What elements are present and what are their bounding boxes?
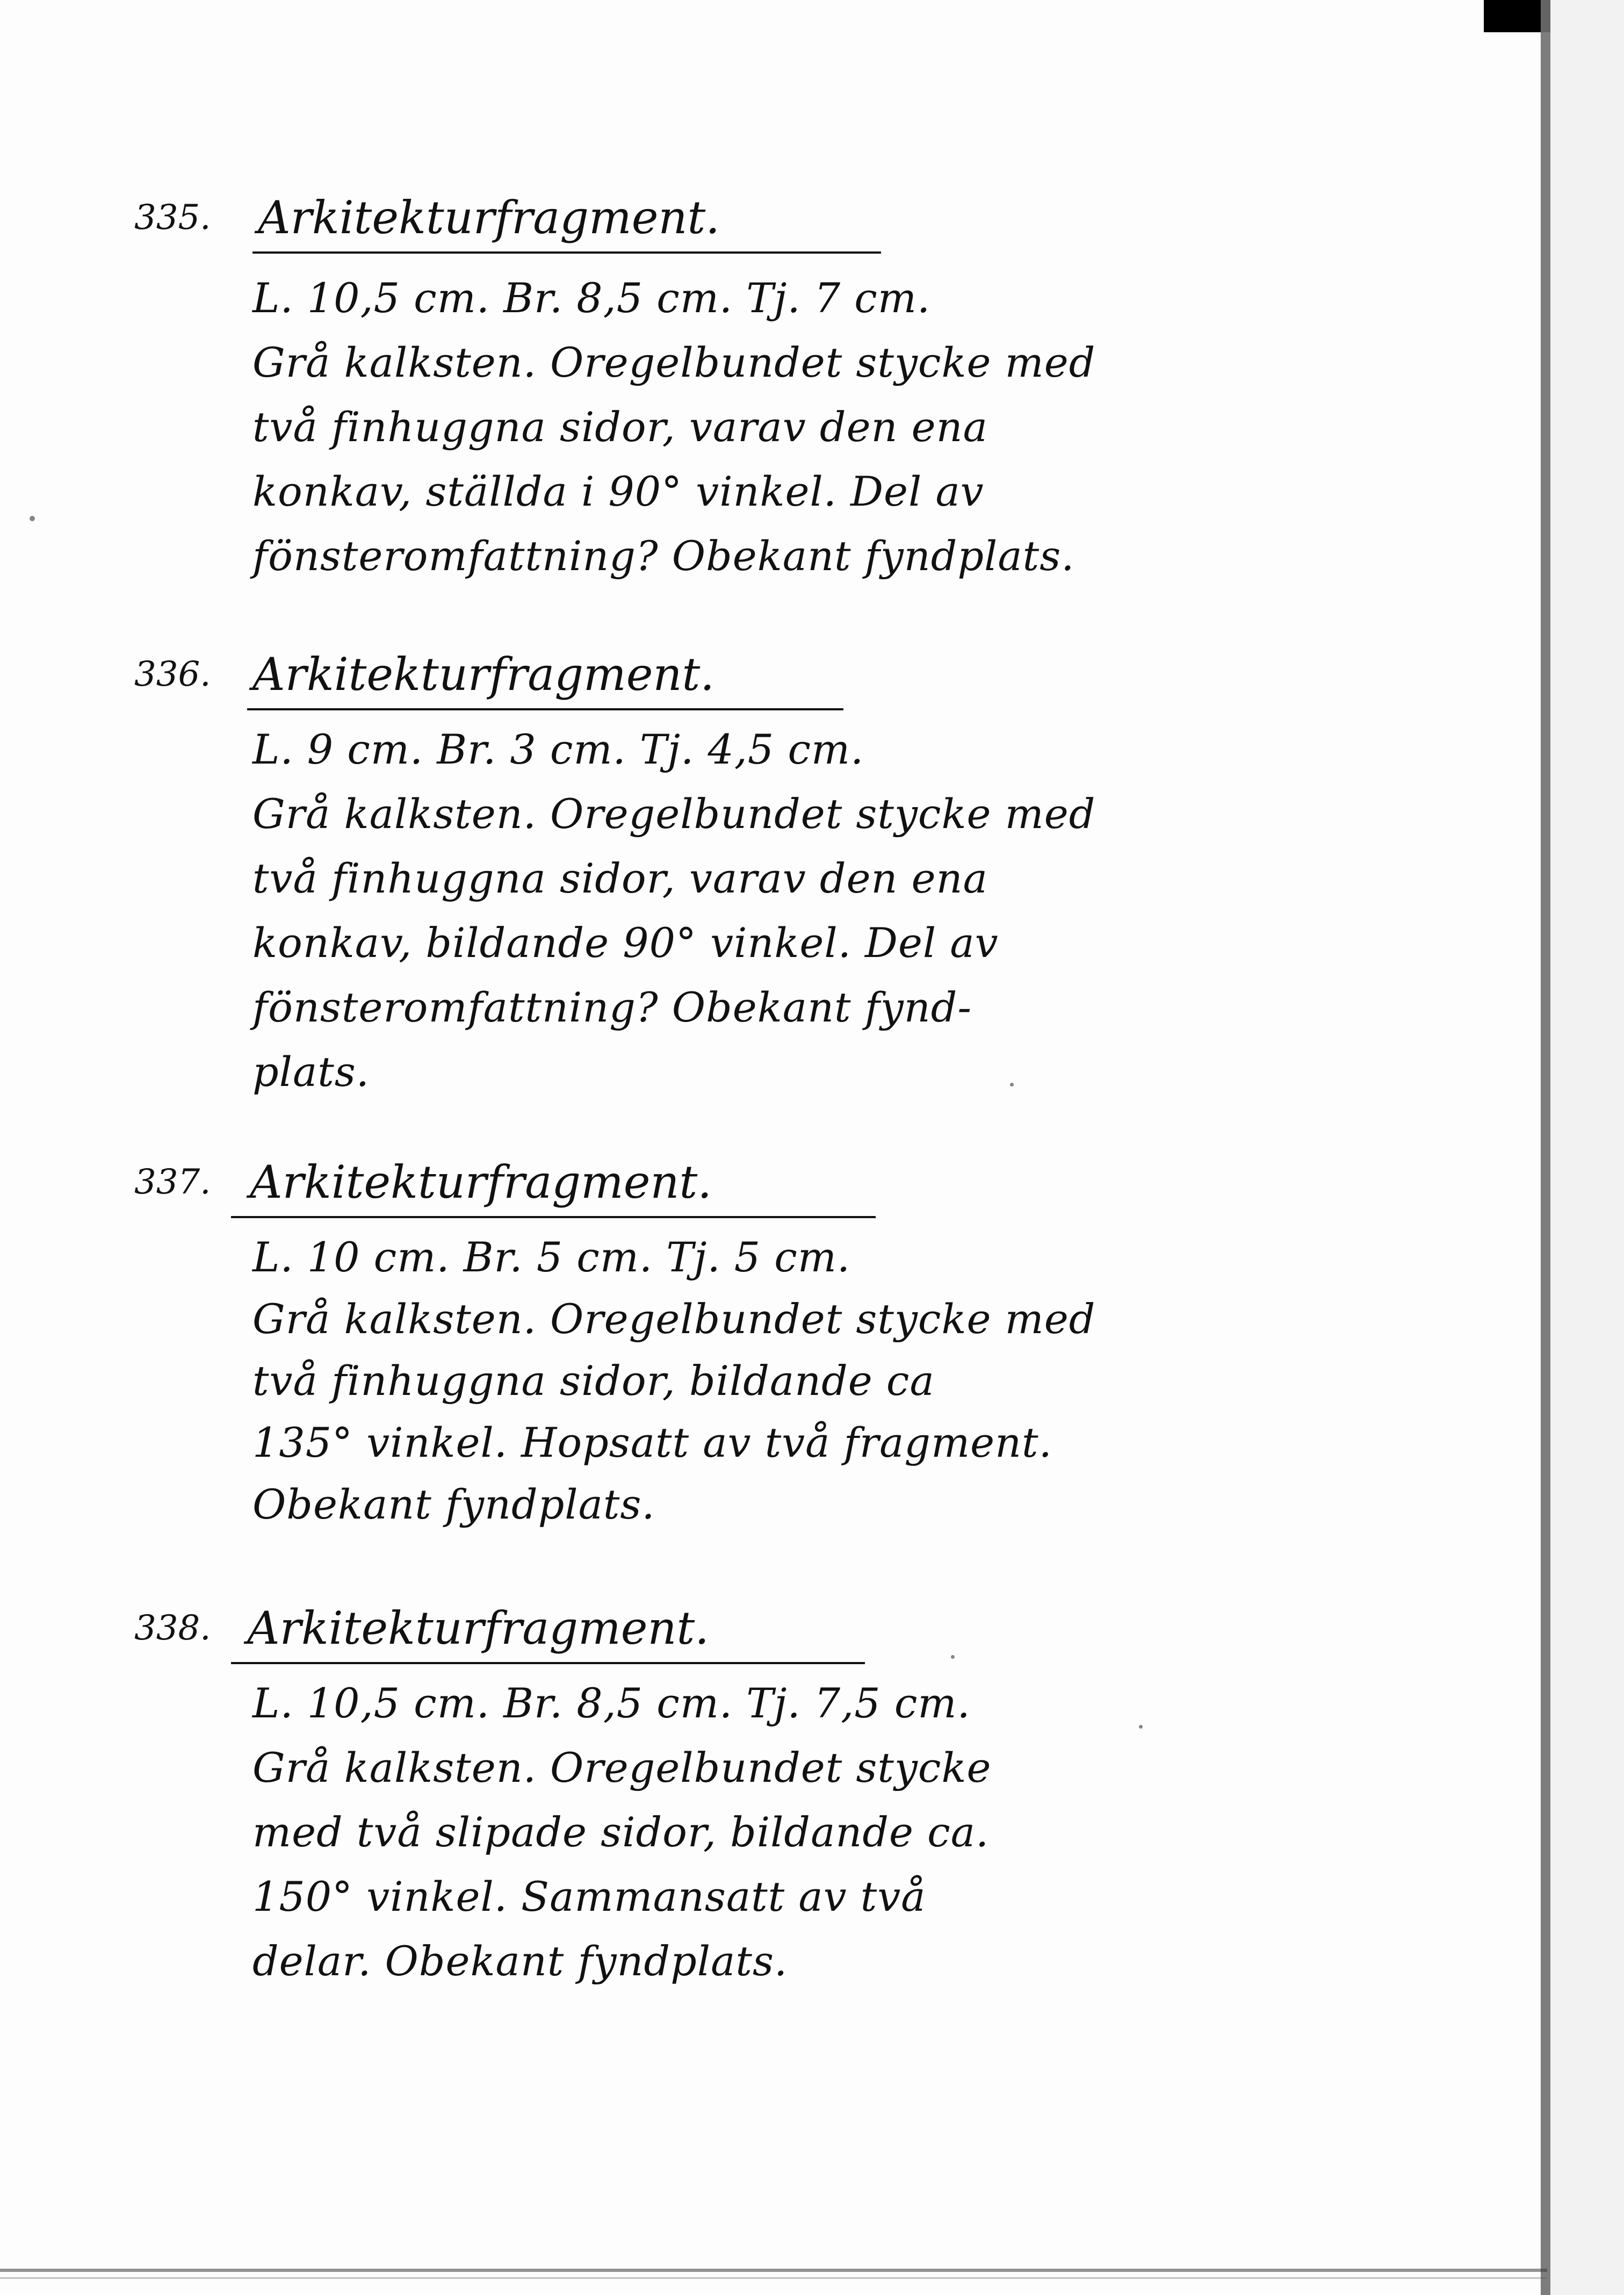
entry-line: med två slipade sidor, bildande ca. bbox=[252, 1808, 990, 1856]
bottom-page-edge bbox=[0, 2269, 1547, 2272]
catalog-entry bbox=[134, 193, 1477, 602]
entry-title: Arkitekturfragment. bbox=[258, 191, 720, 244]
entry-line: Grå kalksten. Oregelbundet stycke med bbox=[252, 1295, 1096, 1343]
entry-title: Arkitekturfragment. bbox=[252, 648, 714, 701]
entry-line: L. 9 cm. Br. 3 cm. Tj. 4,5 cm. bbox=[252, 725, 864, 773]
entry-line: Grå kalksten. Oregelbundet stycke med bbox=[252, 339, 1096, 386]
entry-line: L. 10,5 cm. Br. 8,5 cm. Tj. 7,5 cm. bbox=[252, 1679, 971, 1727]
entry-number: 336. bbox=[134, 654, 211, 694]
catalog-entry bbox=[134, 1158, 1477, 1566]
entry-line: konkav, ställda i 90° vinkel. Del av bbox=[252, 467, 984, 515]
entry-title: Arkitekturfragment. bbox=[247, 1602, 709, 1654]
entry-line: konkav, bildande 90° vinkel. Del av bbox=[252, 919, 999, 967]
entry-line: plats. bbox=[252, 1048, 370, 1096]
entry-line: 150° vinkel. Sammansatt av två bbox=[252, 1873, 926, 1920]
entry-number: 338. bbox=[134, 1608, 211, 1648]
entry-line: fönsteromfattning? Obekant fynd- bbox=[252, 983, 972, 1031]
entry-title: Arkitekturfragment. bbox=[250, 1156, 712, 1208]
title-underline bbox=[231, 1662, 865, 1664]
title-underline bbox=[231, 1216, 876, 1218]
catalog-entry bbox=[134, 650, 1477, 1123]
paper-speck bbox=[30, 516, 35, 521]
entry-line: två finhuggna sidor, varav den ena bbox=[252, 403, 988, 451]
page-edge-shadow bbox=[1541, 0, 1550, 2295]
entry-line: fönsteromfattning? Obekant fyndplats. bbox=[252, 532, 1075, 580]
entry-line: delar. Obekant fyndplats. bbox=[252, 1937, 788, 1985]
entry-line: två finhuggna sidor, varav den ena bbox=[252, 854, 988, 902]
entry-number: 337. bbox=[134, 1162, 211, 1202]
title-underline bbox=[247, 708, 843, 710]
entry-line: Obekant fyndplats. bbox=[252, 1480, 655, 1528]
next-page-edge bbox=[1550, 0, 1624, 2295]
entry-line: två finhuggna sidor, bildande ca bbox=[252, 1357, 935, 1405]
entry-line: 135° vinkel. Hopsatt av två fragment. bbox=[252, 1419, 1052, 1466]
entry-line: Grå kalksten. Oregelbundet stycke bbox=[252, 1744, 992, 1792]
catalog-entry bbox=[134, 1604, 1477, 2012]
title-underline bbox=[252, 251, 881, 254]
entry-line: L. 10 cm. Br. 5 cm. Tj. 5 cm. bbox=[252, 1233, 851, 1281]
entry-line: Grå kalksten. Oregelbundet stycke med bbox=[252, 790, 1096, 838]
bottom-page-edge-line bbox=[0, 2277, 1547, 2279]
entry-number: 335. bbox=[134, 198, 211, 238]
entry-line: L. 10,5 cm. Br. 8,5 cm. Tj. 7 cm. bbox=[252, 274, 931, 322]
